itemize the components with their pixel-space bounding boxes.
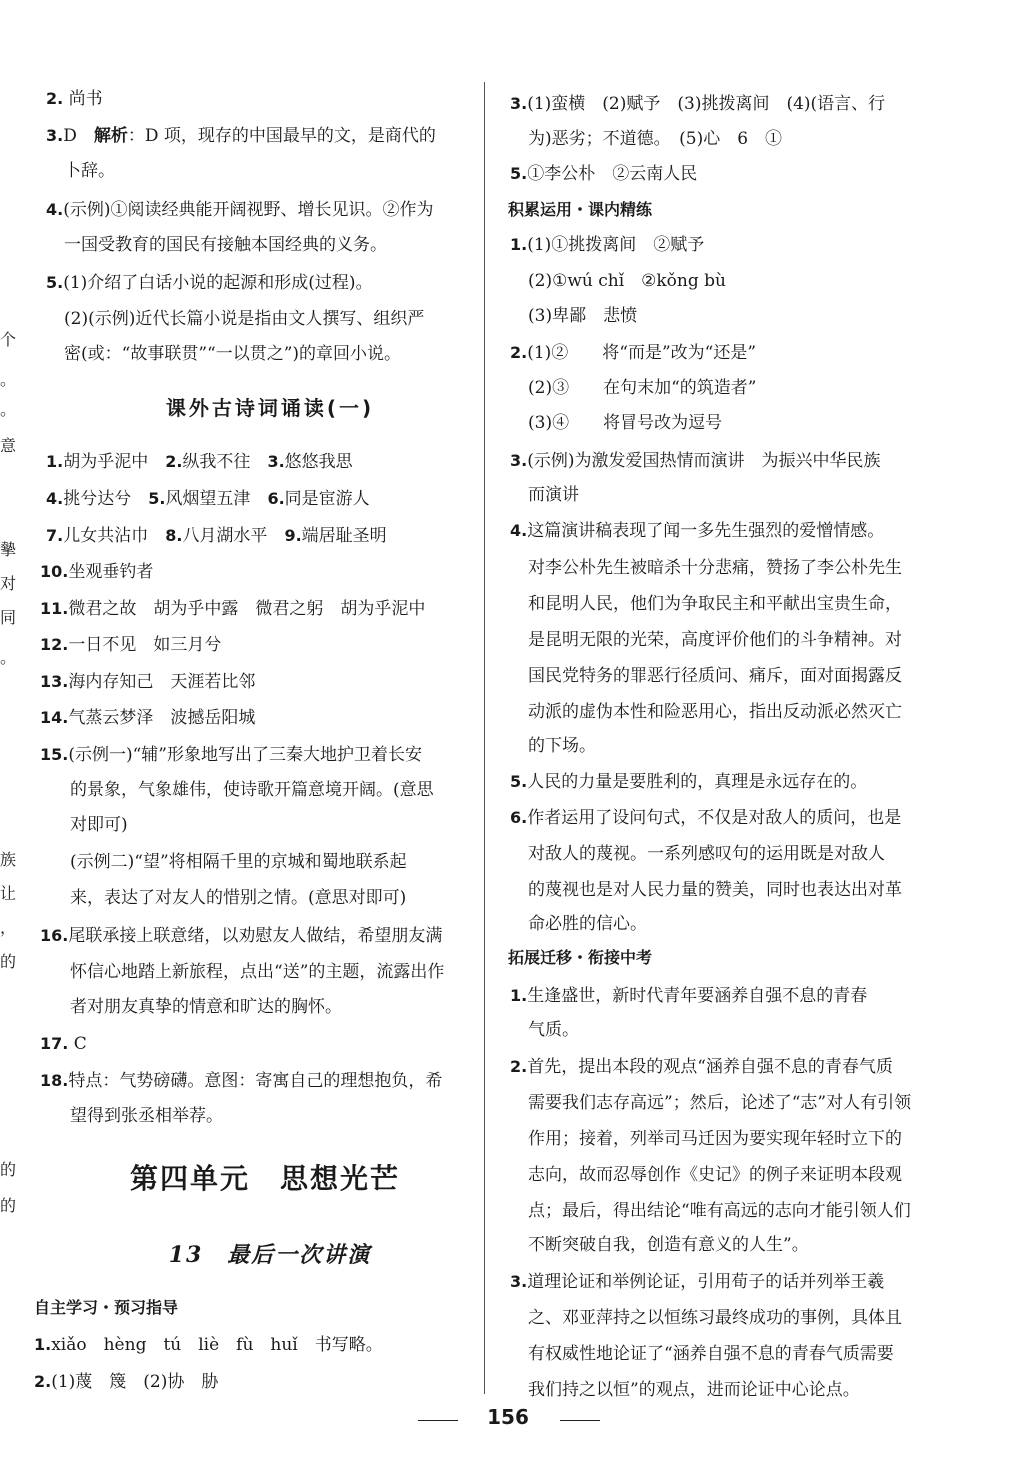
- answer-line: (3)卑鄙 悲愤: [528, 306, 638, 326]
- answer-line: 命必胜的信心。: [528, 914, 647, 934]
- edge-fragment: 。: [0, 370, 17, 389]
- answer-line: 5.(1)介绍了白话小说的起源和形成(过程)。: [46, 273, 373, 293]
- answer-line: 17. C: [40, 1034, 87, 1054]
- answer-line: 5.①李公朴 ②云南人民: [510, 164, 698, 184]
- answer-line: (2)(示例)近代长篇小说是指由文人撰写、组织严: [64, 309, 425, 329]
- answer-line: 11.微君之故 胡为乎中露 微君之躬 胡为乎泥中: [40, 599, 426, 619]
- answer-line: 动派的虚伪本性和险恶用心，指出反动派必然灭亡: [528, 702, 902, 722]
- answer-line: 需要我们志存高远”；然后，论述了“志”对人有引领: [528, 1093, 912, 1113]
- edge-fragment: 。: [0, 400, 17, 419]
- answer-line: 气质。: [528, 1020, 579, 1040]
- answer-line: 望得到张丞相举荐。: [70, 1106, 223, 1126]
- answer-line: 和昆明人民，他们为争取民主和平献出宝贵生命，: [528, 594, 902, 614]
- answer-line: 国民党特务的罪恶行径质问、痛斥，面对面揭露反: [528, 666, 902, 686]
- answer-line: 3.D 解析：D 项，现存的中国最早的文，是商代的: [46, 126, 436, 146]
- answer-line: 志向，故而忍辱创作《史记》的例子来证明本段观: [528, 1165, 902, 1185]
- answer-line: 的景象，气象雄伟，使诗歌开篇意境开阔。(意思: [70, 780, 434, 800]
- answer-line: 6.作者运用了设问句式，不仅是对敌人的质问，也是: [510, 808, 902, 828]
- answer-line: 4.(示例)①阅读经典能开阔视野、增长见识。②作为: [46, 200, 434, 220]
- page-number-rule-right: [560, 1420, 600, 1421]
- answer-line: 18.特点：气势磅礴。意图：寄寓自己的理想抱负，希: [40, 1071, 443, 1091]
- subsection-heading: 拓展迁移・衔接中考: [508, 948, 653, 967]
- answer-line: 点；最后，得出结论“唯有高远的志向才能引领人们: [528, 1201, 911, 1221]
- edge-fragment: 让: [0, 884, 17, 903]
- answer-line: 2. 尚书: [46, 89, 103, 109]
- answer-line: 为)恶劣；不道德。 (5)心 6 ①: [528, 129, 783, 149]
- edge-fragment: 族: [0, 850, 17, 869]
- answer-line: 3.(示例)为激发爱国热情而演讲 为振兴中华民族: [510, 451, 881, 471]
- answer-line: 3.道理论证和举例论证，引用荀子的话并列举王羲: [510, 1272, 885, 1292]
- column-divider: [484, 82, 485, 1394]
- answer-line: 2.(1)② 将“而是”改为“还是”: [510, 343, 757, 363]
- answer-line: 怀信心地踏上新旅程，点出“送”的主题，流露出作: [70, 962, 445, 982]
- edge-fragment: 意: [0, 436, 17, 455]
- edge-fragment: 同: [0, 608, 17, 627]
- answer-line: 1.xiǎo hèng tú liè fù huǐ 书写略。: [34, 1335, 383, 1355]
- answer-line: 的蔑视也是对人民力量的赞美，同时也表达出对革: [528, 880, 902, 900]
- answer-line: (3)④ 将冒号改为逗号: [528, 413, 723, 433]
- answer-line: 之、邓亚萍持之以恒练习最终成功的事例，具体且: [528, 1308, 902, 1328]
- edge-fragment: 。: [0, 648, 17, 667]
- edge-fragment: 的: [0, 1160, 17, 1179]
- answer-line: 是昆明无限的光荣，高度评价他们的斗争精神。对: [528, 630, 902, 650]
- answer-line: 14.气蒸云梦泽 波撼岳阳城: [40, 708, 256, 728]
- edge-fragment: ，: [0, 918, 17, 937]
- answer-line: 者对朋友真挚的情意和旷达的胸怀。: [70, 997, 342, 1017]
- edge-fragment: 个: [0, 330, 17, 349]
- answer-line: 作用；接着，列举司马迁因为要实现年轻时立下的: [528, 1129, 902, 1149]
- answer-line: 而演讲: [528, 485, 579, 505]
- answer-line: 2.首先，提出本段的观点“涵养自强不息的青春气质: [510, 1057, 893, 1077]
- answer-line: 13.海内存知己 天涯若比邻: [40, 672, 256, 692]
- answer-line: 1.生逢盛世，新时代青年要涵养自强不息的青春: [510, 986, 868, 1006]
- answer-line: 4.这篇演讲稿表现了闻一多先生强烈的爱憎情感。: [510, 521, 885, 541]
- answer-line: 来，表达了对友人的惜别之情。(意思对即可): [70, 888, 407, 908]
- answer-line: 12.一日不见 如三月兮: [40, 635, 222, 655]
- answer-line: 对李公朴先生被暗杀十分悲痛，赞扬了李公朴先生: [528, 558, 902, 578]
- answer-line: 对敌人的蔑视。一系列感叹句的运用既是对敌人: [528, 844, 885, 864]
- answer-line: 15.(示例一)“辅”形象地写出了三秦大地护卫着长安: [40, 745, 422, 765]
- answer-line: (2)①wú chǐ ②kǒng bù: [528, 271, 726, 291]
- answer-line: 5.人民的力量是要胜利的，真理是永远存在的。: [510, 772, 868, 792]
- answer-line: 我们持之以恒”的观点，进而论证中心论点。: [528, 1380, 860, 1400]
- answer-line: 对即可): [70, 815, 128, 835]
- answer-line: 2.(1)蔑 篾 (2)协 胁: [34, 1372, 219, 1392]
- answer-line: 有权威性地论证了“涵养自强不息的青春气质需要: [528, 1344, 894, 1364]
- edge-fragment: 摰: [0, 540, 17, 559]
- answer-line: (示例二)“望”将相隔千里的京城和蜀地联系起: [70, 852, 407, 872]
- answer-line: 卜辞。: [64, 161, 115, 181]
- answer-line: 不断突破自我，创造有意义的人生”。: [528, 1235, 809, 1255]
- answer-line: 1.(1)①挑拨离间 ②赋予: [510, 235, 705, 255]
- answer-line: 7.儿女共沾巾 8.八月湖水平 9.端居耻圣明: [46, 526, 387, 546]
- subsection-heading: 自主学习・预习指导: [34, 1298, 179, 1317]
- answer-line: 16.尾联承接上联意绪，以劝慰友人做结，希望朋友满: [40, 926, 443, 946]
- answer-line: 4.挑兮达兮 5.风烟望五津 6.同是宦游人: [46, 489, 370, 509]
- section-title: 课外古诗词诵读(一): [165, 396, 375, 420]
- edge-fragment: 的: [0, 1196, 17, 1215]
- lesson-title: 13 最后一次讲演: [168, 1242, 372, 1268]
- answer-line: (2)③ 在句末加“的筑造者”: [528, 378, 757, 398]
- subsection-heading: 积累运用・课内精练: [508, 200, 653, 219]
- edge-fragment: 对: [0, 574, 17, 593]
- unit-title: 第四单元 思想光芒: [129, 1162, 400, 1195]
- page-number-rule-left: [418, 1420, 458, 1421]
- answer-line: 1.胡为乎泥中 2.纵我不往 3.悠悠我思: [46, 452, 353, 472]
- edge-fragment: 的: [0, 952, 17, 971]
- answer-line: 的下场。: [528, 736, 596, 756]
- page-number: 156: [487, 1405, 529, 1429]
- answer-line: 10.坐观垂钓者: [40, 562, 154, 582]
- answer-line: 3.(1)蛮横 (2)赋予 (3)挑拨离间 (4)(语言、行: [510, 94, 886, 114]
- answer-line: 密(或：“故事联贯”“一以贯之”)的章回小说。: [64, 344, 402, 364]
- answer-line: 一国受教育的国民有接触本国经典的义务。: [64, 235, 387, 255]
